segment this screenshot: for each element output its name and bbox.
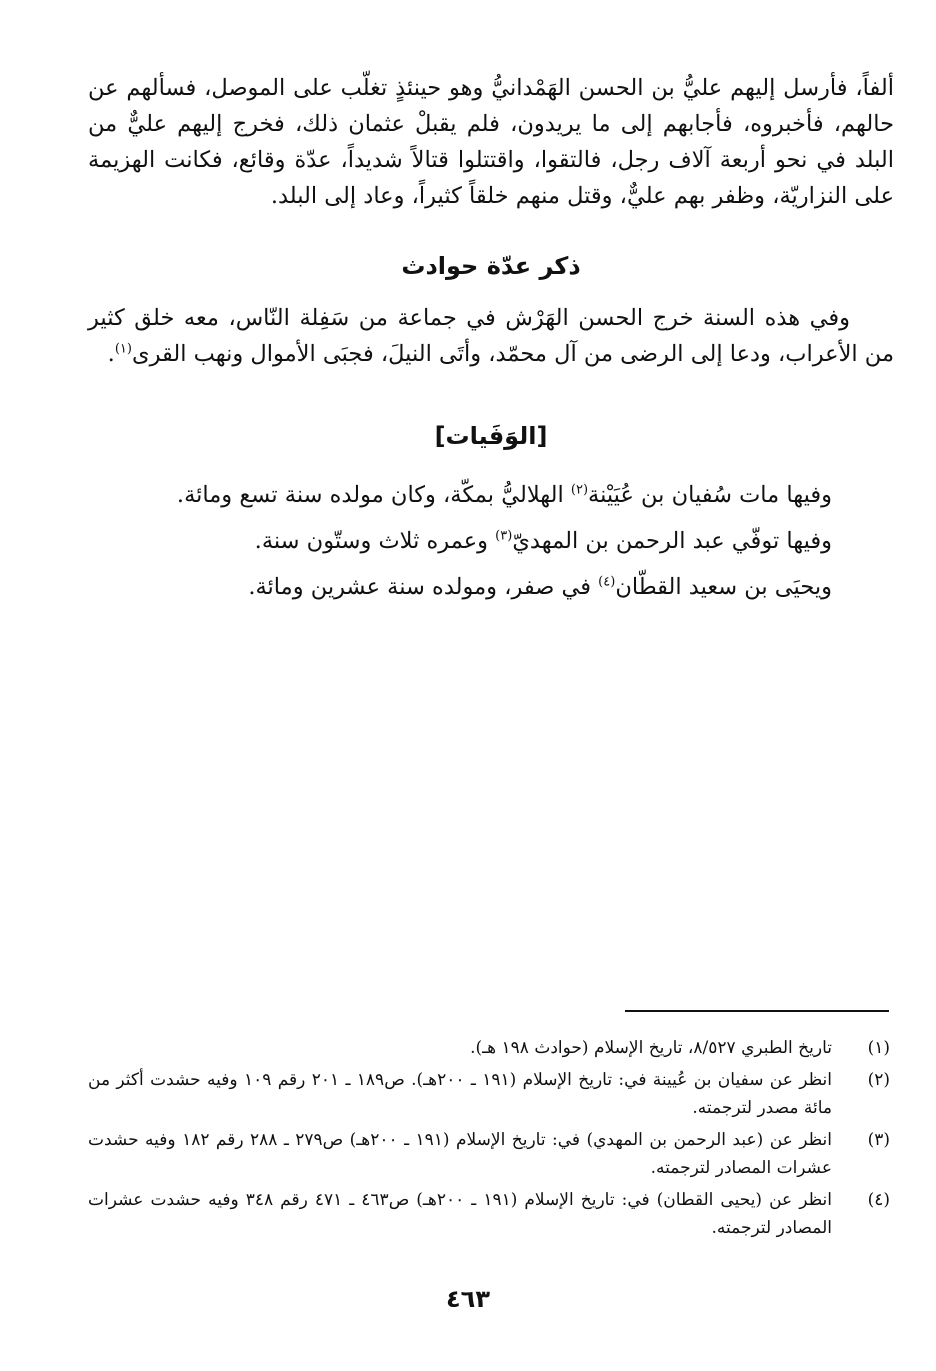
footnote-number: (٣) <box>867 1130 890 1150</box>
death-entry-rest: وعمره ثلاث وستّون سنة. <box>254 528 496 554</box>
footnote-number: (٤) <box>867 1190 890 1210</box>
death-entry-rest: الهلاليُّ بمكّة، وكان مولده سنة تسع ومائة. <box>176 482 571 508</box>
death-entry-text: ويحيَى بن سعيد القطّان <box>615 574 832 600</box>
footnote-number: (١) <box>867 1038 890 1058</box>
death-entry <box>88 472 894 518</box>
death-entry-rest: في صفر، ومولده سنة عشرين ومائة. <box>248 574 599 600</box>
footnote-item <box>88 1186 894 1242</box>
paragraph-2-period: . <box>107 341 115 367</box>
footnote-item <box>88 1066 894 1122</box>
footnote-item <box>88 1034 894 1062</box>
paragraph-1-text: ألفاً، فأرسل إليهم عليُّ بن الحسن الهَمْدانيُّ وهو حينئذٍ تغلّب على الموصل، فسألهم عن حالهم، فأخبروه، فأجابهم إلى ما يريدون، فلم يقبلْ عثمان ذلك، فخرج إليهم عليٌّ من البلد في نحو أربعة آلاف رجل، فالتقوا، واقتتلوا قتالاً شديداً، عدّة وقائع، فكانت الهزيمة على النزاريّة، وظفر بهم عليٌّ، وقتل منهم خلقاً كثيراً، وعاد إلى البلد. <box>88 75 894 209</box>
paragraph-2-text <box>88 300 894 372</box>
section-heading-events: ذكر عدّة حوادث <box>401 252 581 280</box>
footnote-number: (٢) <box>867 1070 890 1090</box>
footnote-text: انظر عن سفيان بن عُيينة في: تاريخ الإسلام (١٩١ ـ ٢٠٠هـ). ص١٨٩ ـ ٢٠١ رقم ١٠٩ وفيه حشدت أكثر من مائة مصدر لترجمته. <box>88 1070 832 1118</box>
paragraph-events <box>88 300 894 372</box>
footnote-text: انظر عن (عبد الرحمن بن المهدي) في: تاريخ الإسلام (١٩١ ـ ٢٠٠هـ) ص٢٧٩ ـ ٢٨٨ رقم ١٨٢ وفيه حشدت عشرات المصادر لترجمته. <box>88 1130 832 1178</box>
deaths-list <box>88 472 894 610</box>
footnote-ref-2[interactable]: (٢) <box>570 482 589 498</box>
footnote-item <box>88 1126 894 1182</box>
footnote-ref-1[interactable]: (١) <box>114 341 132 357</box>
footnote-text: تاريخ الطبري ٨/٥٢٧، تاريخ الإسلام (حوادث ١٩٨ هـ). <box>470 1038 832 1058</box>
footnote-ref-4[interactable]: (٤) <box>598 574 616 590</box>
paragraph-2-body: وفي هذه السنة خرج الحسن الهَرْش في جماعة من سَفِلة النّاس، معه خلق كثير من الأعراب، ودعا إلى الرضى من آل محمّد، وأتَى النيلَ، فجبَى الأموال ونهب القرى <box>88 305 894 367</box>
death-entry-text: وفيها توفّي عبد الرحمن بن المهديّ <box>512 528 832 554</box>
death-entry <box>88 518 894 564</box>
footnote-text: انظر عن (يحيى القطان) في: تاريخ الإسلام (١٩١ ـ ٢٠٠هـ) ص٤٦٣ ـ ٤٧١ رقم ٣٤٨ وفيه حشدت عشرات المصادر لترجمته. <box>88 1190 832 1238</box>
page-number: ٤٦٣ <box>446 1285 490 1313</box>
paragraph-battle <box>88 70 894 250</box>
death-entry <box>88 564 894 610</box>
footnote-ref-3[interactable]: (٣) <box>495 528 513 544</box>
section-heading-deaths: [الوَفَيات] <box>434 422 548 450</box>
footnotes <box>88 1034 894 1246</box>
death-entry-text: وفيها مات سُفيان بن عُيَيْنة <box>588 482 832 508</box>
footnote-divider <box>625 1010 889 1012</box>
